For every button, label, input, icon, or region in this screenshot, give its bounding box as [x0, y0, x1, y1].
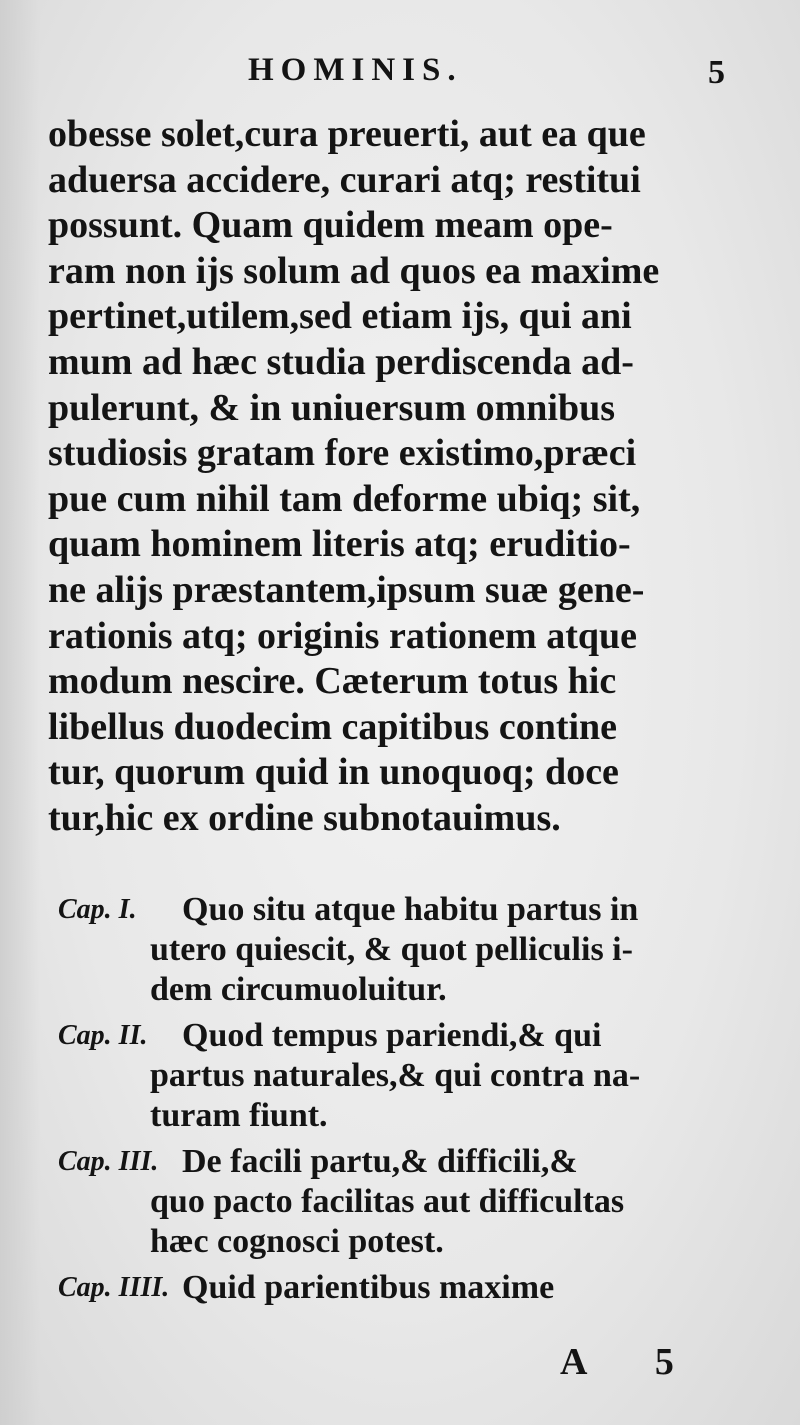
chapter-line: utero quiescit, & quot pelliculis i-	[150, 931, 633, 968]
chapter-entry	[58, 1016, 758, 1136]
text-line: possunt. Quam quidem meam ope-	[48, 204, 613, 247]
signature-mark: A 5	[560, 1341, 704, 1383]
chapter-description	[150, 1142, 758, 1262]
text-line: quam hominem literis atq; eruditio-	[48, 523, 631, 566]
chapter-entry	[58, 1142, 758, 1262]
chapter-list	[58, 890, 758, 1314]
chapter-line: hæc cognosci potest.	[150, 1223, 444, 1260]
text-line: pue cum nihil tam deforme ubiq; sit,	[48, 477, 641, 520]
chapter-entry	[58, 890, 758, 1010]
text-line: pulerunt, & in uniuersum omnibus	[48, 386, 615, 429]
chapter-description	[150, 1268, 758, 1308]
text-line: obesse solet,cura preuerti, aut ea que	[48, 113, 646, 155]
chapter-description	[150, 1016, 758, 1136]
chapter-description	[150, 890, 758, 1010]
text-line: tur,hic ex ordine subnotauimus.	[48, 796, 561, 839]
chapter-line: De facili partu,& difficili,&	[182, 1143, 578, 1180]
text-line: mum ad hæc studia perdiscenda ad-	[48, 340, 634, 383]
chapter-entry	[58, 1268, 758, 1308]
text-line: tur, quorum quid in unoquoq; doce	[48, 751, 619, 794]
text-line: aduersa accidere, curari atq; restitui	[48, 158, 641, 201]
text-line: libellus duodecim capitibus contine	[48, 705, 618, 748]
text-line: studiosis gratam fore existimo,præci	[48, 432, 637, 475]
text-line: pertinet,utilem,sed etiam ijs, qui ani	[48, 295, 632, 338]
body-text	[48, 112, 748, 842]
page-header	[0, 52, 800, 102]
running-title: HOMINIS.	[248, 52, 463, 88]
chapter-line: Quo situ atque habitu partus in	[182, 891, 639, 928]
text-line: ram non ijs solum ad quos ea maxime	[48, 249, 660, 292]
page-number: 5	[708, 54, 725, 91]
text-line: ne alijs præstantem,ipsum suæ gene-	[48, 568, 645, 611]
chapter-line: partus naturales,& qui contra na-	[150, 1057, 641, 1094]
chapter-label: Cap. III.	[58, 1146, 159, 1177]
text-line: modum nescire. Cæterum totus hic	[48, 660, 617, 703]
chapter-label: Cap. I.	[58, 894, 137, 925]
chapter-line: turam fiunt.	[150, 1097, 328, 1134]
chapter-label: Cap. II.	[58, 1020, 148, 1051]
chapter-line: Quid parientibus maxime	[182, 1269, 555, 1306]
chapter-line: Quod tempus pariendi,& qui	[182, 1017, 602, 1054]
text-line: rationis atq; originis rationem atque	[48, 614, 637, 657]
chapter-line: dem circumuoluitur.	[150, 971, 447, 1008]
chapter-label: Cap. IIII.	[58, 1272, 170, 1303]
chapter-line: quo pacto facilitas aut difficultas	[150, 1183, 625, 1220]
